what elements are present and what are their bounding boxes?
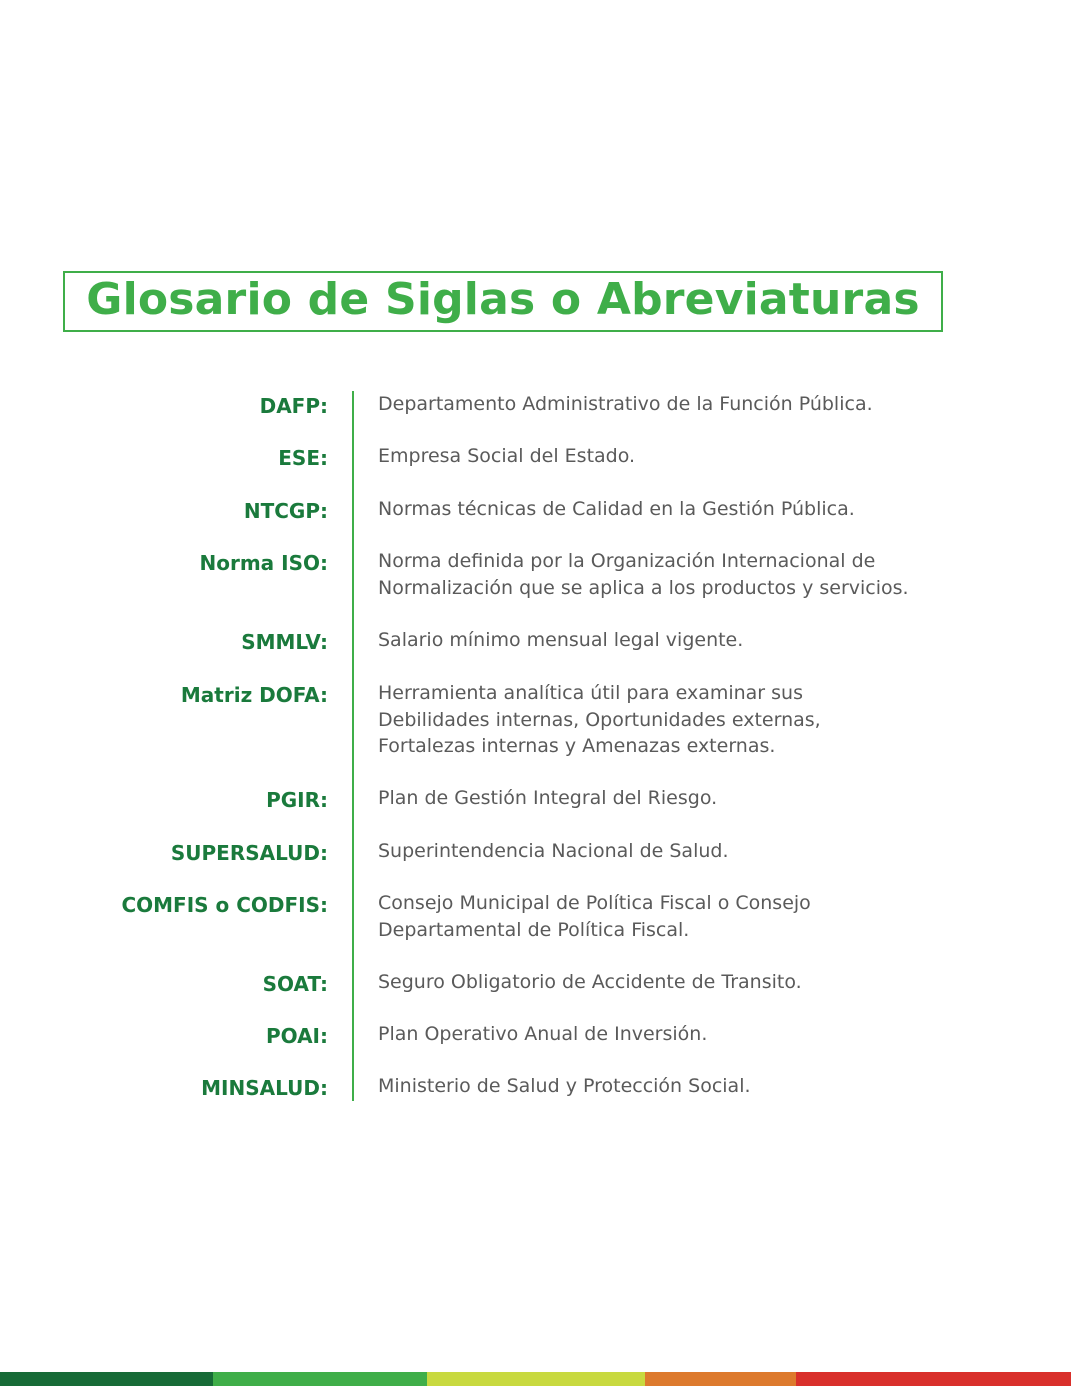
glossary-term: COMFIS o CODFIS:: [121, 893, 328, 917]
glossary-definition: [378, 1073, 938, 1100]
stripe-green: [213, 1372, 427, 1386]
glossary-term: SOAT:: [262, 972, 328, 996]
definition-line: Plan de Gestión Integral del Riesgo.: [378, 787, 718, 809]
glossary-term: DAFP:: [259, 394, 328, 418]
glossary-definition: [378, 496, 938, 523]
glossary-term: NTCGP:: [243, 499, 328, 523]
glossary-definition: [378, 627, 938, 654]
glossary-term: SUPERSALUD:: [170, 841, 328, 865]
stripe-orange: [645, 1372, 796, 1386]
glossary-definition: [378, 969, 938, 996]
definition-line: Seguro Obligatorio de Accidente de Transito.: [378, 971, 802, 993]
glossary-definition: [378, 838, 938, 865]
glossary-definition: [378, 548, 938, 601]
definition-line: Ministerio de Salud y Protección Social.: [378, 1075, 751, 1097]
glossary-term: Norma ISO:: [199, 551, 328, 575]
definition-line: Normas técnicas de Calidad en la Gestión Pública.: [378, 498, 855, 520]
definition-line: Norma definida por la Organización Internacional de: [378, 550, 876, 572]
definition-line: Superintendencia Nacional de Salud.: [378, 840, 729, 862]
glossary-term: PGIR:: [266, 788, 328, 812]
definition-line: Departamento Administrativo de la Función Pública.: [378, 393, 873, 415]
stripe-red: [796, 1372, 1071, 1386]
glossary-definition: [378, 890, 938, 943]
title-box: [63, 271, 943, 332]
definition-line: Consejo Municipal de Política Fiscal o Consejo: [378, 892, 811, 914]
glossary-term: POAI:: [265, 1024, 328, 1048]
glossary-definition: [378, 443, 938, 470]
page-title: Glosario de Siglas o Abreviaturas: [86, 273, 920, 325]
definition-line: Salario mínimo mensual legal vigente.: [378, 629, 744, 651]
glossary-definition: [378, 391, 938, 418]
stripe-lime: [427, 1372, 645, 1386]
color-stripe: [0, 1372, 1071, 1386]
glossary-term: Matriz DOFA:: [180, 683, 328, 707]
glossary-term: ESE:: [278, 446, 328, 470]
definition-line: Plan Operativo Anual de Inversión.: [378, 1023, 708, 1045]
definition-line: Empresa Social del Estado.: [378, 445, 636, 467]
stripe-dark-green: [0, 1372, 213, 1386]
definition-line: Departamental de Política Fiscal.: [378, 918, 690, 941]
divider-line: [352, 391, 354, 1101]
definition-line: Fortalezas internas y Amenazas externas.: [378, 735, 776, 757]
definition-line: Debilidades internas, Oportunidades externas,: [378, 708, 821, 731]
glossary-definition: [378, 680, 938, 760]
glossary-term: SMMLV:: [241, 630, 328, 654]
definition-line: Normalización que se aplica a los productos y servicios.: [378, 576, 909, 599]
definition-line: Herramienta analítica útil para examinar sus: [378, 682, 803, 704]
glossary-definition: [378, 1021, 938, 1048]
glossary-term: MINSALUD:: [201, 1076, 328, 1100]
glossary-definition: [378, 785, 938, 812]
